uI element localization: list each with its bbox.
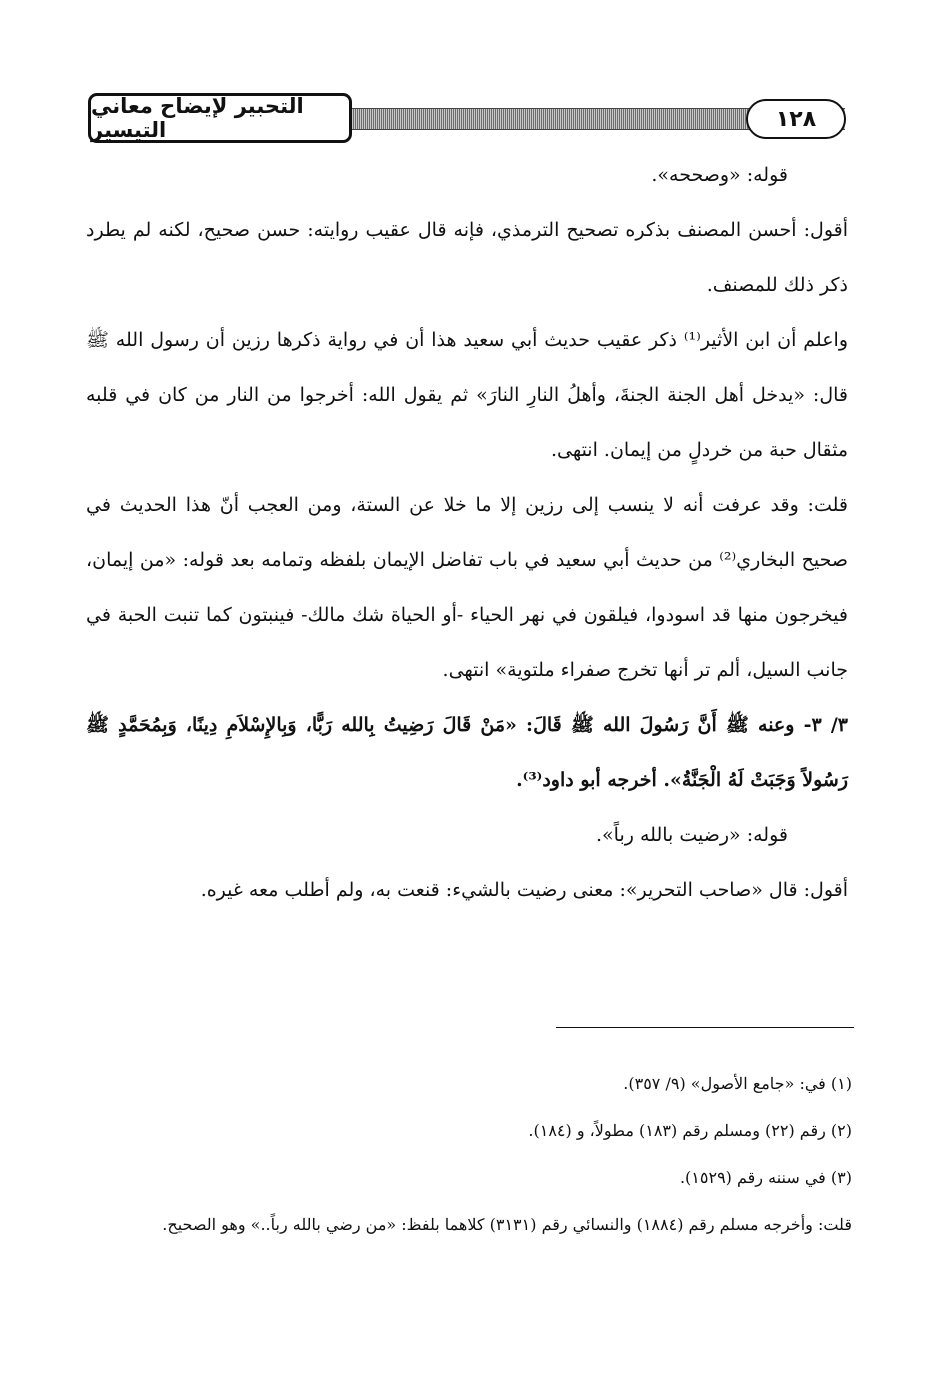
paragraph-comment-2: أقول: قال «صاحب التحرير»: معنى رضيت بالشيء: قنعت به، ولم أطلب معه غيره.: [200, 879, 848, 901]
main-text: [86, 148, 848, 918]
paragraph-quote-2: قوله: «رضيت بالله رباً».: [596, 824, 788, 846]
page-number: ١٢٨: [746, 99, 846, 139]
footnote-1: (١) في: «جامع الأصول» (٩/ ٣٥٧).: [623, 1074, 852, 1093]
paragraph-hadith: ٣/ ٣- وعنه ﷺ أَنَّ رَسُولَ الله ﷺ قَالَ: «مَنْ قَالَ رَضِيتُ بِالله رَبًّا، وَبِالإِسْلاَمِ دِينًا، وَبِمُحَمَّدٍ ﷺ رَسُولاً وَجَبَتْ لَهُ الْجَنَّةُ». أخرجه أبو داود⁽³⁾.: [86, 714, 848, 791]
paragraph-quote: قوله: «وصححه».: [651, 164, 788, 186]
paragraph-ibn-athir: واعلم أن ابن الأثير⁽¹⁾ ذكر عقيب حديث أبي سعيد هذا أن في رواية ذكرها رزين أن رسول الله ﷺ قال: «يدخل أهل الجنة الجنةَ، وأهلُ النارِ النارَ» ثم يقول الله: أخرجوا من النار من كان في قلبه مثقال حبة من خردلٍ من إيمان. انتهى.: [86, 329, 848, 461]
page-header: [0, 0, 938, 160]
footnote-3: (٣) في سننه رقم (١٥٢٩).: [679, 1168, 852, 1187]
footnote-2: (٢) رقم (٢٢) ومسلم رقم (١٨٣) مطولاً، و (١٨٤).: [528, 1121, 852, 1140]
book-title: التحبير لإيضاح معاني التيسير: [88, 93, 352, 143]
footnote-note: قلت: وأخرجه مسلم رقم (١٨٨٤) والنسائي رقم (٣١٣١) كلاهما بلفظ: «من رضي بالله رباً..» وهو الصحيح.: [162, 1215, 852, 1234]
footnotes: [86, 1060, 852, 1248]
paragraph-note: قلت: وقد عرفت أنه لا ينسب إلى رزين إلا ما خلا عن الستة، ومن العجب أنّ هذا الحديث في صحيح البخاري⁽²⁾ من حديث أبي سعيد في باب تفاضل الإيمان بلفظه وتمامه بعد قوله: «من إيمان، فيخرجون منها قد اسودوا، فيلقون في نهر الحياء -أو الحياة شك مالك- فينبتون كما تنبت الحبة في جانب السيل، ألم تر أنها تخرج صفراء ملتوية» انتهى.: [86, 494, 848, 681]
paragraph-comment: أقول: أحسن المصنف بذكره تصحيح الترمذي، فإنه قال عقيب روايته: حسن صحيح، لكنه لم يطرد ذكر ذلك للمصنف.: [86, 219, 848, 296]
footnote-separator: [556, 1027, 854, 1028]
